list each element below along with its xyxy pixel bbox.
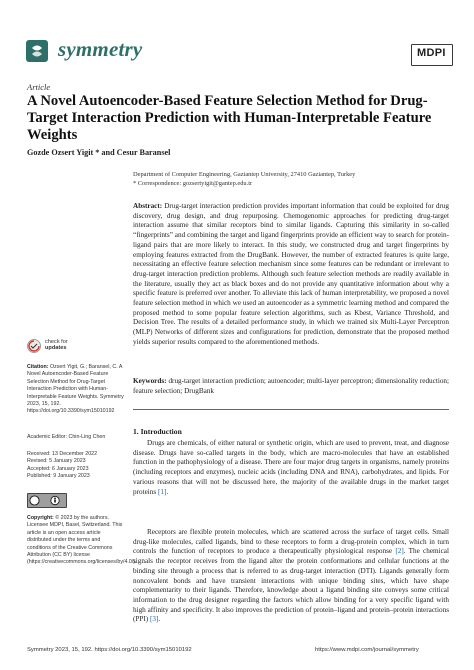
check-for-updates-icon[interactable] [27, 339, 41, 353]
authors: Gozde Ozsert Yigit * and Cesur Baransel [27, 148, 171, 157]
citation-block [27, 364, 125, 416]
check-for-updates-label[interactable] [45, 339, 68, 352]
copyright-block [27, 515, 137, 567]
symmetry-logo-icon [26, 40, 48, 62]
paragraph-text: . [158, 615, 161, 624]
updates-line-2: updates [45, 345, 67, 352]
reference-link[interactable]: [2] [395, 547, 404, 556]
paper-title: A Novel Autoencoder-Based Feature Selection Method for Drug-Target Interaction Prediction with Human-Interpretable Feature Weights [27, 93, 432, 143]
revised-date: Revised: 5 January 2023 [27, 458, 86, 465]
copyright-label: Copyright: [27, 515, 54, 521]
paragraph-text: Drugs are chemicals, of either natural or synthetic origin, which are used to prevent, treat, and diagnose disease. Drugs have so-called targets in the body, which are macro-molecules that have an established function in the pathophysiology of a disease. There are four major drug targets in organisms, namely proteins (including receptors and enzymes), nucleic acids (including DNA and RNA), carbohydrates, and lipids. For various reasons that will not be discussed here, the majority of the available drugs in the market target proteins [133, 439, 449, 496]
abstract-text: Drug-target interaction prediction provides important information that could be exploited for drug discovery, drug design, and drug repurposing. Chemogenomic approaches for predicting drug-target interaction assume that similar receptors bind to similar ligands. Capturing this similarity in so-called “fingerprints” and combining the target and ligand fingerprints provide an efficient way to search for protein-ligand pairs that are more likely to interact. In this study, we constructed drug and target fingerprints by employing features extracted from the DrugBank. However, the number of extracted features is quite large, necessitating an effective feature selection mechanism since some features can be redundant or irrelevant to drug-target interaction prediction problems. Although such feature selection methods are readily available in the literature, usually they act as black boxes and do not provide any quantitative information about why a specific feature is preferred over another. To alleviate this lack of human interpretability, we proposed a novel feature selection method in which we used an autoencoder as a symmetric learning method and compared the proposed method to some popular feature selection algorithms, such as Kbest, Variance Threshold, and Decision Tree. The results of a detailed performance study, in which we trained six Multi-Layer Perceptron (MLP) Networks of different sizes and configurations for prediction, demonstrate that the proposed method yields superior results compared to the aforementioned methods. [133, 202, 449, 346]
section-heading: 1. Introduction [133, 427, 182, 436]
paragraph-text: . The chemical signals the receptor receives from the ligand alter the protein conformations and cellular functions at the binding site through a process that is referred to as drug-target interaction (DTI). Ligands generally form noncovalent bonds and have transient interactions with unique binding sites, which have shape complementarity to their ligands. Therefore, knowledge about a ligand binding site conveys some critical information to the drug designer regarding the factors which allow binding for a very specific ligand with high affinity and specificity. It also improves the prediction of protein–ligand and protein–protein interactions (PPI) [133, 547, 449, 624]
paragraph-text: . [166, 487, 169, 496]
copyright-text: © 2023 by the authors. Licensee MDPI, Basel, Switzerland. This article is an open access article distributed under the terms and conditions of the Creative Commons Attribution (CC BY) license (https://creativecommons.org/licenses/by/4.0/). [27, 515, 137, 566]
published-date: Published: 9 January 2023 [27, 473, 90, 480]
affiliation: Department of Computer Engineering, Gaziantep University, 27410 Gaziantep, Turkey [133, 171, 356, 178]
reference-link[interactable]: [1] [157, 487, 167, 496]
dates-block [27, 451, 125, 481]
abstract-label: Abstract: [133, 202, 163, 210]
footer-journal-url[interactable]: https://www.mdpi.com/journal/symmetry [315, 647, 419, 653]
citation-text: Ozsert Yigit, G.; Baransel, C. A Novel Autoencoder-Based Feature Selection Method for Drug-Target Interaction Prediction with Human-Interpretable Feature Weights. Symmetry 2023, 15, 192. https://doi.org/10.3390/sym15010192 [27, 364, 124, 415]
journal-name[interactable]: symmetry [58, 37, 143, 61]
intro-paragraph-2 [133, 528, 449, 625]
keywords-label: Keywords: [133, 377, 167, 385]
correspondence: * Correspondence: gozsertyigit@gantep.edu.tr [133, 179, 253, 187]
mdpi-logo-text: MDPI [417, 47, 446, 59]
academic-editor: Academic Editor: Chin-Ling Chen [27, 434, 106, 440]
keywords [133, 377, 449, 396]
citation-label: Citation: [27, 364, 49, 370]
reference-link[interactable]: [3] [149, 615, 159, 624]
cc-by-license-icon[interactable] [27, 493, 67, 508]
article-type: Article [27, 82, 51, 92]
paragraph-text: Receptors are flexible protein molecules, which are scattered across the surface of target cells. Small drug-like molecules, called ligands, bind to these receptors to form a drug-protein complex, which in turn controls the function of receptors to produce a therapeutically physiological response [133, 528, 449, 556]
keywords-text: drug-target interaction prediction; autoencoder; multi-layer perceptron; dimensionality reduction; feature selection; DrugBank [133, 377, 450, 395]
accepted-date: Accepted: 6 January 2023 [27, 465, 89, 472]
updates-line-1: check for [45, 339, 68, 345]
affiliation-block [133, 171, 448, 188]
received-date: Received: 13 December 2022 [27, 451, 98, 457]
abstract [133, 202, 449, 348]
intro-paragraph-1 [133, 439, 449, 497]
divider [133, 409, 449, 410]
footer-citation[interactable]: Symmetry 2023, 15, 192. https://doi.org/10.3390/sym15010192 [27, 647, 192, 653]
